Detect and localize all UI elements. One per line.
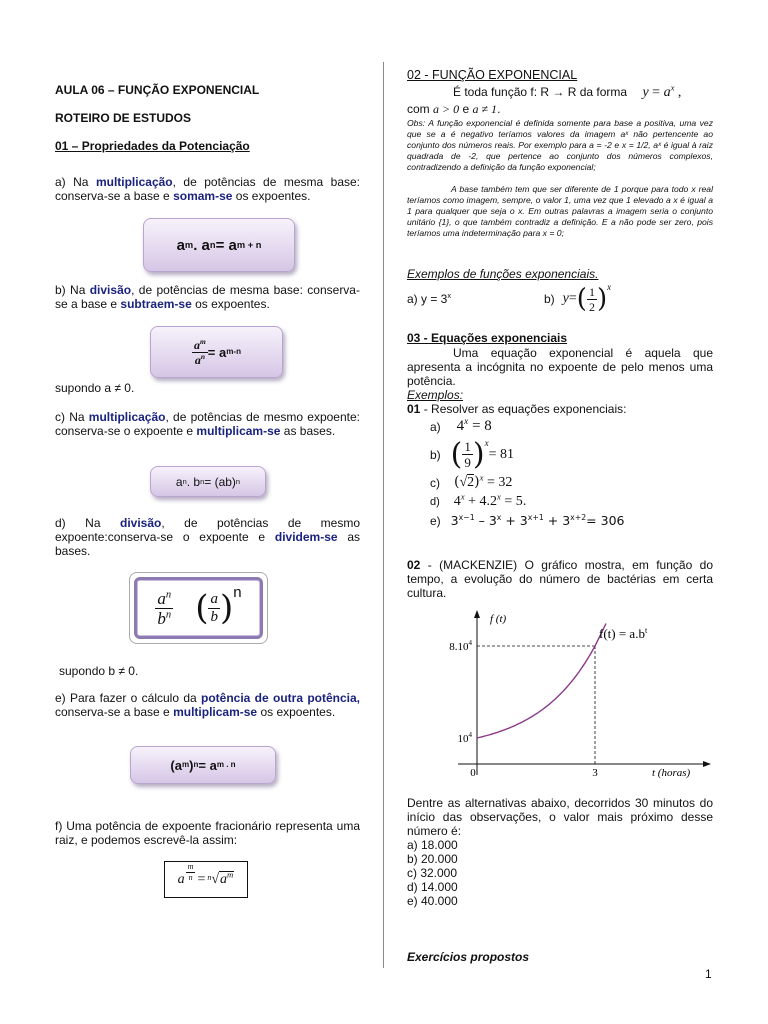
answer-option: b) 20.000 [407,852,458,866]
equation-e: e) $3^{x-1} - 3^x + 3^{x+1} + 3^{x+2}= 306$ [430,512,625,528]
note-a-nonzero: supondo a ≠ 0. [55,381,135,395]
page-number: 1 [705,967,712,981]
exercise-02-question: Dentre as alternativas abaixo, decorridos 30 minutos do início das observações, o valor mais próximo desse número é: [407,796,713,838]
section-heading-funcao-exponencial: 02 - FUNÇÃO EXPONENCIAL [407,68,578,82]
examples-label: Exemplos: [407,388,464,402]
x-axis-label: t (horas) [652,767,691,779]
property-a-text: a) Na multiplicação, de potências de mesma base: conserva-se a base e somam-se os expoentes. [55,175,361,203]
answer-options [407,838,458,908]
equation-c: c) $(√2)^x = 32$ [430,472,513,490]
equations-definition: Uma equação exponencial é aquela que apresenta a incógnita no expoente de pelo menos uma potência. [407,346,713,388]
formula-box-fractional-exponent: a $\frac{m}{n}$ = $^n$ √ $a^m$ [164,861,248,898]
proposed-exercises-heading: Exercícios propostos [407,950,530,964]
document-subtitle: ROTEIRO DE ESTUDOS [55,111,192,125]
equation-a: a) $4^x = 8$ [430,417,492,434]
definition-line-2: com a > 0 e a ≠ 1. [407,102,501,116]
property-c-text: c) Na multiplicação, de potências de mesmo expoente: conserva-se o expoente e multiplicam-se as bases. [55,410,360,438]
property-d-text: d) Na divisão, de potências de mesmo expoente:conserva-se o expoente e dividem-se as bases. [55,516,361,558]
formula-box-quotient-same-exponent-outer [129,572,268,644]
formula-box-product-same-base: a m . a n = a m + n [143,218,295,272]
equation-d: d) $4^x + 4.2^x = 5$. [430,491,527,509]
exercise-01-prompt: 01 - Resolver as equações exponenciais: [407,402,627,416]
column-divider [383,62,384,968]
example-b: b) y = ( $\frac{1}{2}$ ) x [544,282,612,314]
section-heading-equacoes: 03 - Equações exponenciais [407,331,568,345]
examples-heading: Exemplos de funções exponenciais. [407,267,599,281]
x-tick-zero: 0 [470,767,476,779]
formula-box-power-of-power: (a m ) n = a m . n [130,746,276,784]
equation-b: b) ( $\frac{1}{9}$ ) x = 81 [430,437,515,472]
graph-formula-label: $f(t) = a.b^t$ [599,626,648,641]
y-tick-bottom: $10^4$ [457,731,472,745]
document-title: AULA 06 – FUNÇÃO EXPONENCIAL [55,83,260,97]
property-f-text: f) Uma potência de expoente fracionário representa uma raiz, e podemos escrevê-la assim: [55,819,360,847]
x-axis-arrow [703,761,711,767]
property-e-text: e) Para fazer o cálculo da potência de outra potência, conserva-se a base e multiplicam-se os expoentes. [55,691,361,719]
formula-box-quotient-same-exponent: $\frac{a^n}{b^n}$ ( $\frac{a}{b}$ ) n [134,577,263,639]
y-axis-arrow [474,610,480,618]
answer-option: e) 40.000 [407,894,458,908]
answer-option: d) 14.000 [407,880,458,894]
answer-option: a) 18.000 [407,838,458,852]
x-tick-three: 3 [592,767,598,779]
y-axis-label: f (t) [490,613,507,625]
observation-paragraph-1: Obs: A função exponencial é definida somente para base a positiva, uma vez que se a é negativo teríamos valores da imagem aˣ não pertencente ao conjunto dos números reais. Por exemplo para a = -2 e x = 1/2, aˣ é igual à raiz quadrada de -2, que pertence ao conjunto dos números complexos, contradizendo a definição da função exponencial; [407,118,713,172]
bacteria-growth-graph [418,608,714,788]
example-a: a) $y = 3^x$ [407,291,452,306]
definition-line-1: É toda função f: R → R da forma $y = a^x$ , [453,82,682,100]
note-b-nonzero: supondo b ≠ 0. [59,664,139,678]
answer-option: c) 32.000 [407,866,458,880]
formula-box-product-same-exponent: a n . b n = (ab) n [150,466,266,497]
section-heading-potenciacao: 01 – Propriedades da Potenciação [55,139,250,153]
exercise-02-prompt: 02 - (MACKENZIE) O gráfico mostra, em função do tempo, a evolução do número de bactérias em certa cultura. [407,558,713,600]
growth-curve-line [477,624,606,739]
y-tick-top: 8.10$^4$ [449,639,472,653]
observation-paragraph-2: A base também tem que ser diferente de 1 porque para todo x real teríamos como imagem, sempre, o valor 1, uma vez que 1 elevado a x é igual a 1 para qualquer que seja o x. Em outras palavras a imagem seria o conjunto unitário {1}, o que também contradiz a definição. E a não pode ser zero, pois teríamos uma indeterminação para x = 0; [407,184,713,238]
formula-box-quotient-same-base: $\frac{a^m}{a^n}$ = a m-n [150,326,283,378]
property-b-text: b) Na divisão, de potências de mesma base: conserva-se a base e subtraem-se os expoentes. [55,283,360,311]
